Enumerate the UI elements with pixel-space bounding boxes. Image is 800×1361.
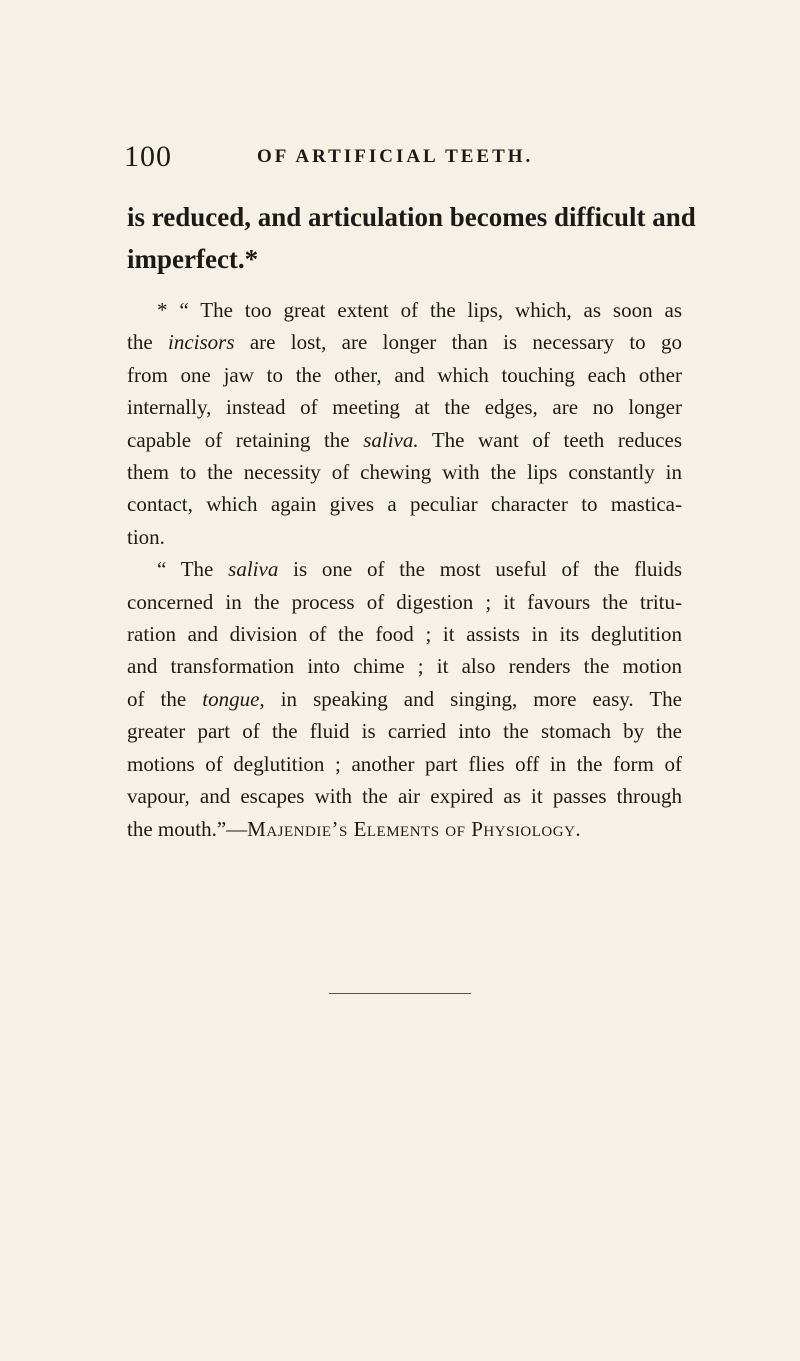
footnote-text: capable of retaining the xyxy=(127,427,364,452)
footnote-line: greater part of the fluid is carried into the stomach by the xyxy=(127,719,682,744)
italic-term: saliva. xyxy=(363,427,419,452)
footnote-line xyxy=(127,424,682,456)
footnote-line xyxy=(127,326,682,358)
footnote-text: “ The xyxy=(157,557,229,582)
footnote-line: internally, instead of meeting at the edges, are no longer xyxy=(127,395,682,420)
footnote-line: and transformation into chime ; it also renders the motion xyxy=(127,654,682,679)
footnote-text: the mouth.”— xyxy=(127,816,248,841)
page-number: 100 xyxy=(124,140,172,173)
footnote xyxy=(127,294,682,845)
main-text-line: is reduced, and articulation becomes difficult and xyxy=(127,202,696,232)
italic-term: tongue, xyxy=(202,686,265,711)
footnote-text: the xyxy=(127,330,168,355)
footnote-line: from one jaw to the other, and which touching each other xyxy=(127,362,682,387)
main-text-paragraph xyxy=(127,196,696,280)
footnote-line: contact, which again gives a peculiar character to mastica- xyxy=(127,492,682,517)
italic-term: saliva xyxy=(228,557,279,582)
footnote-line: them to the necessity of chewing with the lips constantly in xyxy=(127,460,682,485)
page-header xyxy=(124,140,684,180)
footnote-line xyxy=(127,683,682,715)
footnote-text: in speaking and singing, more easy. The xyxy=(264,686,682,711)
footnote-text: The want of teeth reduces xyxy=(418,427,683,452)
footnote-line: motions of deglutition ; another part flies off in the form of xyxy=(127,751,682,776)
footnote-text: is one of the most useful of the fluids xyxy=(278,557,682,582)
footnote-line: ration and division of the food ; it assists in its deglutition xyxy=(127,622,682,647)
italic-term: incisors xyxy=(167,330,235,355)
footnote-text: of the xyxy=(127,686,203,711)
running-head: OF ARTIFICIAL TEETH. xyxy=(257,146,534,167)
footnote-line xyxy=(127,294,682,326)
footnote-line: concerned in the process of digestion ; it favours the tritu- xyxy=(127,589,682,614)
footnote-text: are lost, are longer than is necessary to go xyxy=(234,330,682,355)
main-text-line: imperfect.* xyxy=(127,244,259,274)
footnote-divider-rule xyxy=(329,993,471,994)
footnote-line xyxy=(127,553,682,585)
footnote-text: * “ The too great extent of the lips, which, as soon as xyxy=(157,298,682,322)
citation-source: Majendie’s Elements of Physiology. xyxy=(247,816,582,841)
footnote-line: vapour, and escapes with the air expired as it passes through xyxy=(127,784,682,809)
footnote-line xyxy=(127,813,682,845)
footnote-line: tion. xyxy=(127,524,165,549)
